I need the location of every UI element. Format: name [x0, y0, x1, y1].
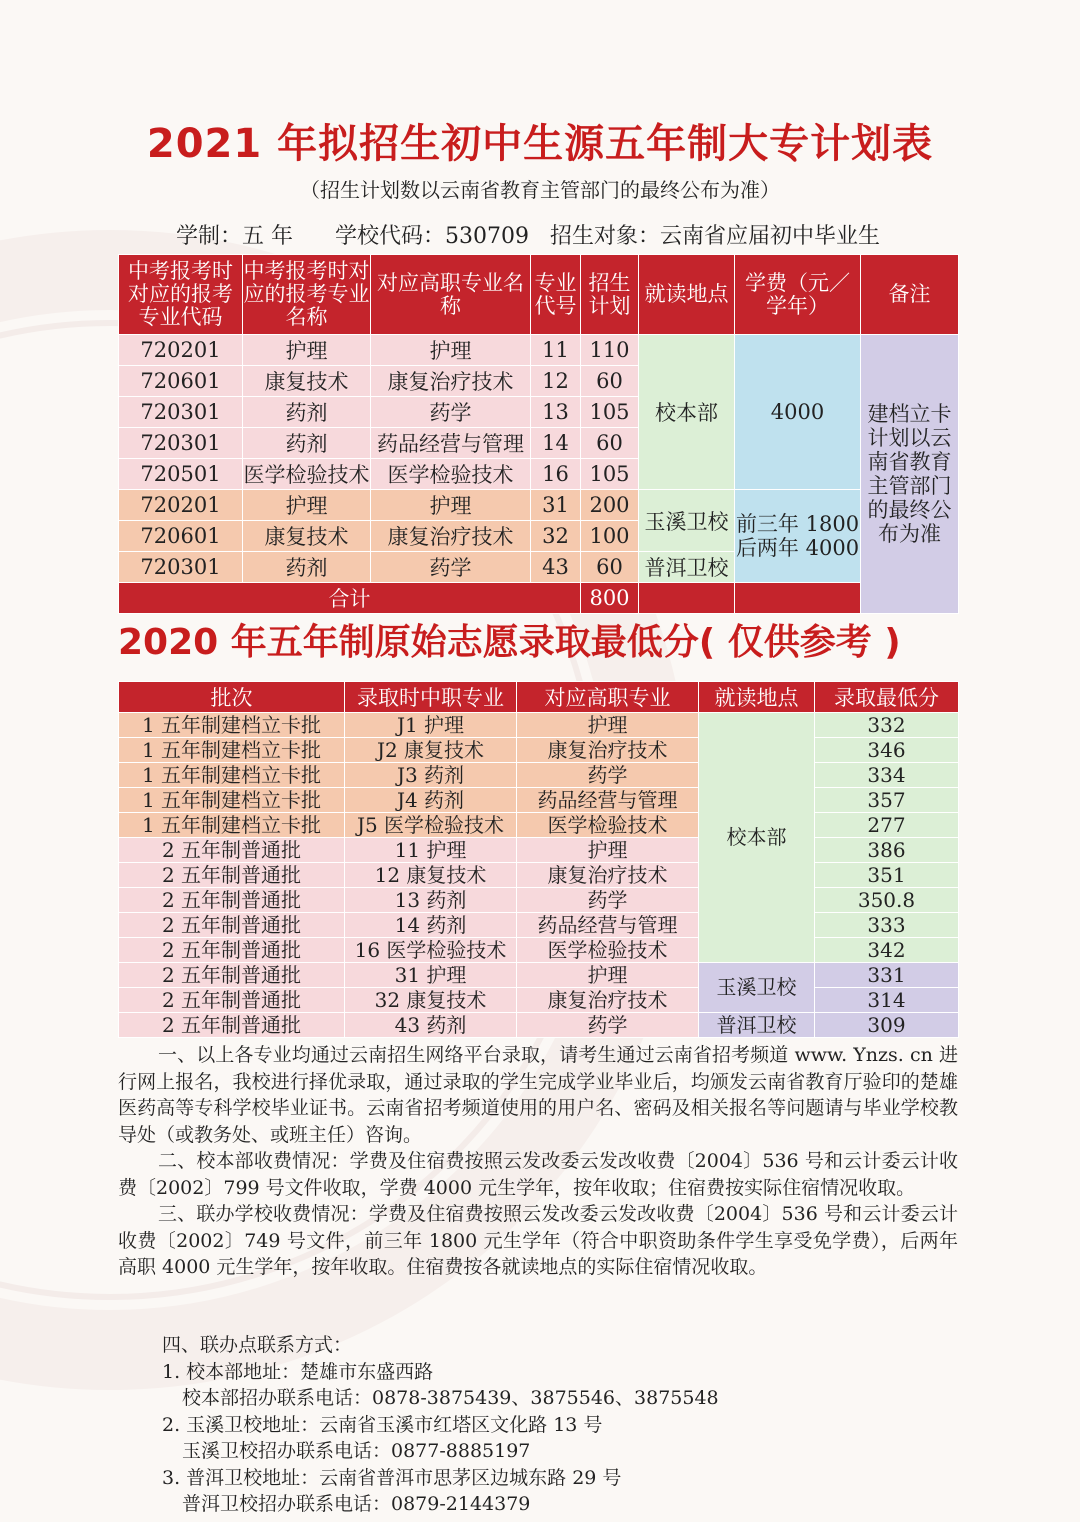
table-row	[119, 863, 959, 888]
score-cell: 342	[815, 938, 959, 963]
plan-header-name: 中考报考时对应的报考专业名称	[243, 255, 371, 335]
score-cell: 2 五年制普通批	[119, 913, 345, 938]
table-row	[119, 838, 959, 863]
score-cell: 康复治疗技术	[517, 863, 699, 888]
score-cell: J1 护理	[345, 713, 517, 738]
plan-cell: 药学	[371, 397, 531, 428]
note-paragraph: 三、联办学校收费情况：学费及住宿费按照云发改委云发改收费〔2004〕536 号和云计委云计收费〔2002〕749 号文件，前三年 1800 元生学年（符合中职资助条件学生享受免学费），后两年高职 4000 元生学年，按年收取。住宿费按各就读地点的实际住宿情况收取。	[118, 1203, 958, 1278]
table-row	[119, 763, 959, 788]
table-row	[119, 963, 959, 988]
score-cell: 1 五年制建档立卡批	[119, 713, 345, 738]
score-cell: J3 药剂	[345, 763, 517, 788]
score-header-major: 录取时中职专业	[345, 682, 517, 713]
plan-cell: 药剂	[243, 397, 371, 428]
plan-cell: 16	[531, 459, 581, 490]
contact-line: 普洱卫校招办联系电话：0879-2144379	[182, 1493, 531, 1515]
score-cell: 2 五年制普通批	[119, 838, 345, 863]
score-cell: 2 五年制普通批	[119, 888, 345, 913]
plan-cell: 14	[531, 428, 581, 459]
plan-cell: 105	[581, 459, 639, 490]
plan-cell: 医学检验技术	[371, 459, 531, 490]
score-cell: 药学	[517, 763, 699, 788]
score-cell: 护理	[517, 963, 699, 988]
score-header-score: 录取最低分	[815, 682, 959, 713]
score-cell: 11 护理	[345, 838, 517, 863]
table-row	[119, 788, 959, 813]
plan-header-quota: 招生计划	[581, 255, 639, 335]
score-cell: J2 康复技术	[345, 738, 517, 763]
plan-cell: 药品经营与管理	[371, 428, 531, 459]
plan-cell: 护理	[371, 335, 531, 366]
table-row	[119, 490, 959, 521]
score-cell: 314	[815, 988, 959, 1013]
score-cell: 医学检验技术	[517, 813, 699, 838]
plan-cell: 康复技术	[243, 521, 371, 552]
score-cell: 346	[815, 738, 959, 763]
contact-line: 3. 普洱卫校地址：云南省普洱市思茅区边城东路 29 号	[162, 1466, 622, 1489]
plan-total-empty	[735, 583, 861, 614]
table-row	[119, 813, 959, 838]
plan-cell: 护理	[243, 335, 371, 366]
score-cell: 43 药剂	[345, 1013, 517, 1038]
plan-total-row	[119, 583, 959, 614]
plan-cell: 100	[581, 521, 639, 552]
table-row	[119, 713, 959, 738]
plan-cell: 720601	[119, 366, 243, 397]
admission-score-table	[118, 681, 959, 1038]
plan-fee-joint	[735, 490, 861, 583]
score-cell: 334	[815, 763, 959, 788]
score-cell: 333	[815, 913, 959, 938]
note-paragraph: 二、校本部收费情况：学费及住宿费按照云发改委云发改收费〔2004〕536 号和云计委云计收费〔2002〕799 号文件收取，学费 4000 元生学年，按年收取；住宿费按实际住宿情况收取。	[118, 1150, 958, 1199]
notes-section	[118, 1042, 958, 1281]
score-cell: 药品经营与管理	[517, 913, 699, 938]
score-cell: 277	[815, 813, 959, 838]
score-cell: 医学检验技术	[517, 938, 699, 963]
meta-school-code: 学校代码：530709	[334, 224, 529, 249]
score-cell: 32 康复技术	[345, 988, 517, 1013]
plan-fee-joint-second: 后两年 4000	[735, 536, 860, 560]
score-cell: 2 五年制普通批	[119, 963, 345, 988]
score-cell: 386	[815, 838, 959, 863]
plan-cell: 43	[531, 552, 581, 583]
table-row	[119, 988, 959, 1013]
score-cell: 309	[815, 1013, 959, 1038]
plan-cell: 720201	[119, 335, 243, 366]
plan-cell: 医学检验技术	[243, 459, 371, 490]
score-cell: 1 五年制建档立卡批	[119, 813, 345, 838]
score-cell: 351	[815, 863, 959, 888]
score-cell: 1 五年制建档立卡批	[119, 763, 345, 788]
plan-cell: 720301	[119, 397, 243, 428]
score-cell: 康复治疗技术	[517, 988, 699, 1013]
score-cell: 12 康复技术	[345, 863, 517, 888]
score-cell: 药品经营与管理	[517, 788, 699, 813]
plan-cell: 31	[531, 490, 581, 521]
score-header-batch: 批次	[119, 682, 345, 713]
plan-total-value: 800	[581, 583, 639, 614]
contact-line: 玉溪卫校招办联系电话：0877-8885197	[182, 1440, 531, 1462]
score-cell: 药学	[517, 1013, 699, 1038]
score-cell: 护理	[517, 838, 699, 863]
score-cell: 350.8	[815, 888, 959, 913]
contacts-section	[162, 1332, 719, 1518]
table-row	[119, 1013, 959, 1038]
score-cell: 16 医学检验技术	[345, 938, 517, 963]
plan-cell: 60	[581, 552, 639, 583]
plan-cell: 200	[581, 490, 639, 521]
plan-cell: 康复技术	[243, 366, 371, 397]
plan-cell: 11	[531, 335, 581, 366]
contact-line: 1. 校本部地址：楚雄市东盛西路	[162, 1360, 434, 1383]
contact-line: 校本部招办联系电话：0878-3875439、3875546、3875548	[182, 1387, 719, 1409]
plan-cell: 720601	[119, 521, 243, 552]
plan-header-remark: 备注	[861, 255, 959, 335]
plan-cell: 720301	[119, 552, 243, 583]
plan-cell: 720301	[119, 428, 243, 459]
score-location-yuxi: 玉溪卫校	[699, 963, 815, 1013]
contact-line: 2. 玉溪卫校地址：云南省玉溪市红塔区文化路 13 号	[162, 1413, 603, 1436]
plan-header-code: 中考报考时对应的报考专业代码	[119, 255, 243, 335]
table-row	[119, 888, 959, 913]
meta-system: 学制：五 年	[176, 224, 293, 249]
table-row	[119, 335, 959, 366]
plan-header-location: 就读地点	[639, 255, 735, 335]
plan-header-major: 对应高职专业名称	[371, 255, 531, 335]
plan-cell: 60	[581, 428, 639, 459]
score-location-puer: 普洱卫校	[699, 1013, 815, 1038]
plan-cell: 32	[531, 521, 581, 552]
contacts-heading: 四、联办点联系方式：	[162, 1334, 353, 1356]
plan-cell: 60	[581, 366, 639, 397]
plan-cell: 药学	[371, 552, 531, 583]
plan-cell: 护理	[371, 490, 531, 521]
score-location-main: 校本部	[699, 713, 815, 963]
score-cell: 31 护理	[345, 963, 517, 988]
plan-header-row	[119, 255, 959, 335]
note-paragraph: 一、以上各专业均通过云南招生网络平台录取，请考生通过云南省招考频道 www. Ynzs. cn 进行网上报名，我校进行择优录取，通过录取的学生完成学业毕业后，均颁发云南省教育厅验印的楚雄医药高等专科学校毕业证书。云南省招考频道使用的用户名、密码及相关报名等问题请与毕业学校教导处（或教务处、或班主任）咨询。	[118, 1044, 958, 1146]
plan-cell: 110	[581, 335, 639, 366]
score-cell: 护理	[517, 713, 699, 738]
score-cell: 332	[815, 713, 959, 738]
score-cell: 1 五年制建档立卡批	[119, 788, 345, 813]
meta-line	[176, 219, 880, 250]
score-header-row	[119, 682, 959, 713]
score-cell: 357	[815, 788, 959, 813]
score-cell: 2 五年制普通批	[119, 1013, 345, 1038]
score-cell: 2 五年制普通批	[119, 988, 345, 1013]
plan-location-puer: 普洱卫校	[639, 552, 735, 583]
plan-cell: 药剂	[243, 428, 371, 459]
plan-fee-joint-first: 前三年 1800	[735, 512, 860, 536]
plan-cell: 720501	[119, 459, 243, 490]
score-cell: 康复治疗技术	[517, 738, 699, 763]
page-subtitle: （招生计划数以云南省教育主管部门的最终公布为准）	[300, 178, 780, 202]
score-header-location: 就读地点	[699, 682, 815, 713]
plan-total-label: 合计	[119, 583, 581, 614]
plan-remark: 建档立卡计划以云南省教育主管部门的最终公布为准	[861, 335, 959, 614]
plan-cell: 720201	[119, 490, 243, 521]
score-cell: 2 五年制普通批	[119, 863, 345, 888]
plan-cell: 药剂	[243, 552, 371, 583]
plan-header-fee: 学费（元／学年）	[735, 255, 861, 335]
plan-cell: 护理	[243, 490, 371, 521]
score-cell: 2 五年制普通批	[119, 938, 345, 963]
plan-location-main: 校本部	[639, 335, 735, 490]
score-cell: 331	[815, 963, 959, 988]
plan-cell: 13	[531, 397, 581, 428]
meta-target: 招生对象：云南省应届初中毕业生	[549, 224, 880, 249]
plan-location-yuxi: 玉溪卫校	[639, 490, 735, 552]
page-title: 2021 年拟招生初中生源五年制大专计划表	[146, 121, 934, 167]
score-cell: J4 药剂	[345, 788, 517, 813]
score-cell: 药学	[517, 888, 699, 913]
table-row	[119, 738, 959, 763]
plan-cell: 康复治疗技术	[371, 521, 531, 552]
score-cell: J5 医学检验技术	[345, 813, 517, 838]
plan-cell: 105	[581, 397, 639, 428]
score-cell: 1 五年制建档立卡批	[119, 738, 345, 763]
plan-total-empty	[639, 583, 735, 614]
score-cell: 14 药剂	[345, 913, 517, 938]
plan-header-num: 专业代号	[531, 255, 581, 335]
table-row	[119, 913, 959, 938]
score-header-higher: 对应高职专业	[517, 682, 699, 713]
plan-cell: 康复治疗技术	[371, 366, 531, 397]
plan-fee-main: 4000	[735, 335, 861, 490]
score-section-title: 2020 年五年制原始志愿录取最低分( 仅供参考 )	[118, 622, 901, 663]
enrollment-plan-table	[118, 254, 959, 614]
plan-cell: 12	[531, 366, 581, 397]
score-cell: 13 药剂	[345, 888, 517, 913]
table-row	[119, 938, 959, 963]
